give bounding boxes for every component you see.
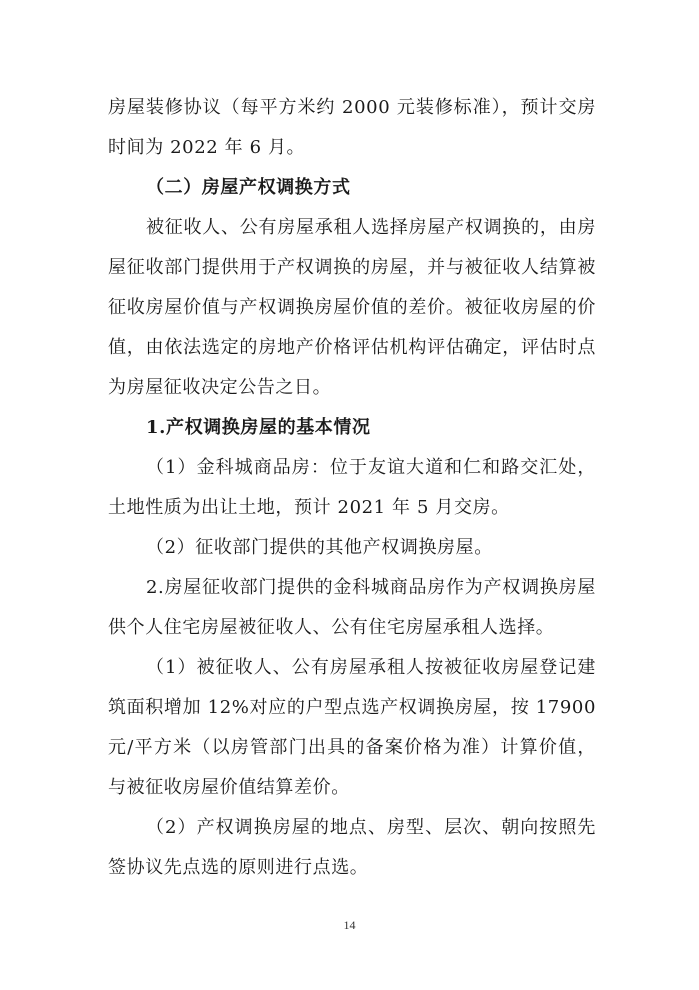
paragraph-exchange-description: 被征收人、公有房屋承租人选择房屋产权调换的，由房屋征收部门提供用于产权调换的房屋，并与被征收人结算被征收房屋价值与产权调换房屋价值的差价。被征收房屋的价值，由依法选定的房地产价格评估机构评估确定，评估时点为房屋征收决定公告之日。 [108, 217, 596, 398]
paragraph-housing-provision: 2.房屋征收部门提供的金科城商品房作为产权调换房屋供个人住宅房屋被征收人、公有住宅房屋承租人选择。 [108, 577, 596, 638]
page-number: 14 [343, 918, 356, 932]
paragraph-continuation: 房屋装修协议（每平方米约 2000 元装修标准），预计交房时间为 2022 年 6 月。 [108, 97, 596, 158]
list-item-area-pricing: （1）被征收人、公有房屋承租人按被征收房屋登记建筑面积增加 12%对应的户型点选产权调换房屋，按 17900 元/平方米（以房管部门出具的备案价格为准）计算价值，与被征收房屋价值结算差价。 [108, 657, 596, 798]
section-heading-property-exchange: （二）房屋产权调换方式 [146, 177, 351, 198]
subheading-basic-info: 1.产权调换房屋的基本情况 [146, 417, 371, 438]
list-item-jinke-city: （1）金科城商品房：位于友谊大道和仁和路交汇处，土地性质为出让土地，预计 2021 年 5 月交房。 [108, 457, 596, 518]
list-item-selection-rule: （2）产权调换房屋的地点、房型、层次、朝向按照先签协议先点选的原则进行点选。 [108, 817, 596, 878]
list-item-other-housing: （2）征收部门提供的其他产权调换房屋。 [146, 537, 493, 558]
document-body [108, 88, 596, 888]
